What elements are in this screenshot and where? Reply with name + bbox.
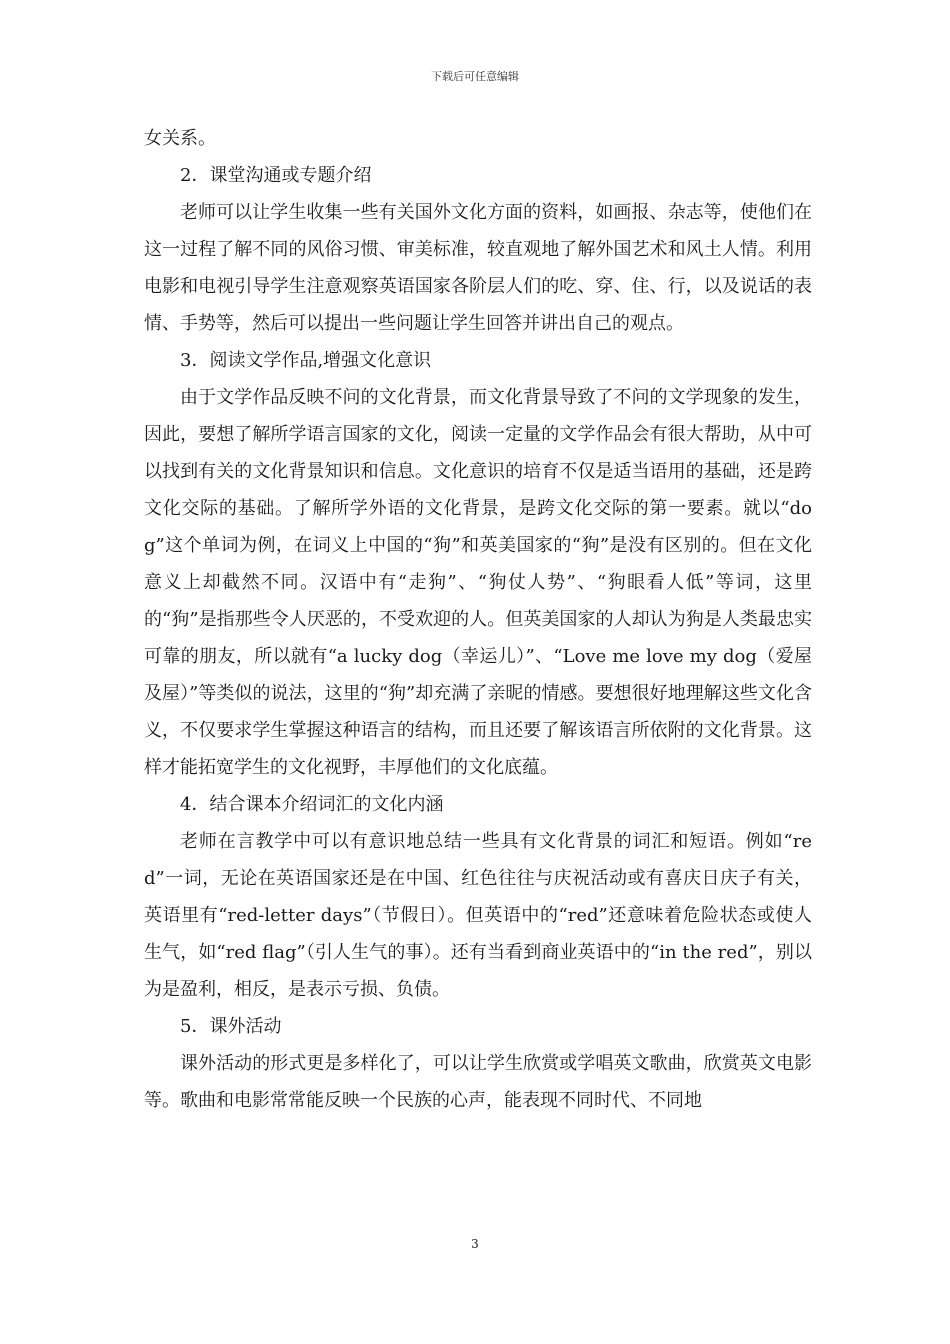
page-number: 3 [471, 1237, 479, 1251]
section-heading-5: 5．课外活动 [180, 1016, 282, 1037]
paragraph-classroom: 老师可以让学生收集一些有关国外文化方面的资料，如画报、杂志等，使他们在这一过程了解不同的风俗习惯、审美标准，较直观地了解外国艺术和风土人情。利用电影和电视引导学生注意观察英语国家各阶层人们的吃、穿、住、行，以及说话的表情、手势等，然后可以提出一些问题让学生回答并讲出自己的观点。 [144, 202, 812, 334]
paragraph-vocabulary: 老师在言教学中可以有意识地总结一些具有文化背景的词汇和短语。例如“red”一词，无论在英语国家还是在中国、红色往往与庆祝活动或有喜庆日庆子有关，英语里有“red-letter days”（节假日）。但英语中的“red”还意味着危险状态或使人生气，如“red flag”（引人生气的事）。还有当看到商业英语中的“in the red”，别以为是盈利，相反，是表示亏损、负债。 [144, 831, 812, 1000]
page-header: 下载后可任意编辑 [431, 70, 519, 83]
paragraph-activities: 课外活动的形式更是多样化了，可以让学生欣赏或学唱英文歌曲，欣赏英文电影等。歌曲和电影常常能反映一个民族的心声，能表现不同时代、不同地 [144, 1053, 812, 1111]
section-heading-4: 4．结合课本介绍词汇的文化内涵 [180, 794, 444, 815]
section-heading-3: 3．阅读文学作品,增强文化意识 [180, 350, 432, 371]
paragraph-continuation: 女关系。 [144, 128, 216, 149]
paragraph-literature: 由于文学作品反映不问的文化背景，而文化背景导致了不问的文学现象的发生，因此，要想了解所学语言国家的文化，阅读一定量的文学作品会有很大帮助，从中可以找到有关的文化背景知识和信息。文化意识的培育不仅是适当语用的基础，还是跨文化交际的基础。了解所学外语的文化背景，是跨文化交际的第一要素。就以“dog”这个单词为例，在词义上中国的“狗”和英美国家的“狗”是没有区别的。但在文化意义上却截然不同。汉语中有“走狗”、“狗仗人势”、“狗眼看人低”等词，这里的“狗”是指那些令人厌恶的，不受欢迎的人。但英美国家的人却认为狗是人类最忠实可靠的朋友，所以就有“a lucky dog（幸运儿）”、“Love me love my dog（爱屋及屋）”等类似的说法，这里的“狗”却充满了亲昵的情感。要想很好地理解这些文化含义，不仅要求学生掌握这种语言的结构，而且还要了解该语言所依附的文化背景。这样才能拓宽学生的文化视野，丰厚他们的文化底蕴。 [144, 387, 812, 778]
document-body [144, 120, 812, 1119]
section-heading-2: 2．课堂沟通或专题介绍 [180, 165, 372, 186]
